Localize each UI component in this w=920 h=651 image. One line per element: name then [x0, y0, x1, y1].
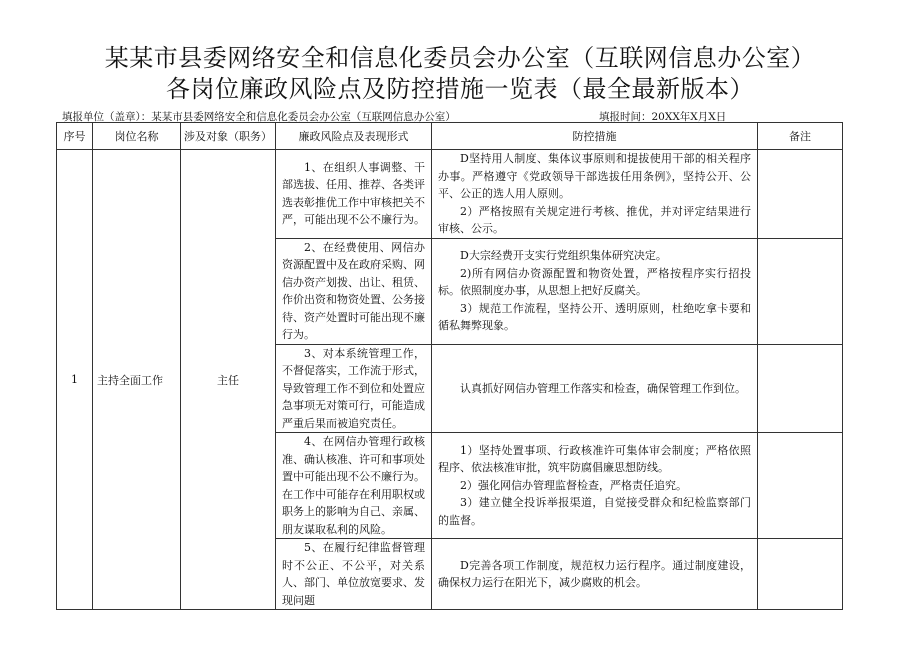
measure-text: D大宗经费开支实行党组织集体研究决定。: [460, 249, 667, 263]
header-measures: 防控措施: [432, 123, 758, 150]
measures-cell: [432, 238, 758, 344]
measure-text: 1）坚持处置事项、行政核准许可集体审会制度；严格依照程序、依法核准审批，筑牢防腐倡廉思想防线。: [438, 443, 751, 475]
risk-text: 4、在网信办管理行政核准、确认核准、许可和事项处置中可能出现不公不廉行为。在工作中可能存在利用职权或职务上的影响为自己、亲属、朋友谋取私利的风险。: [282, 435, 425, 536]
remark-cell: [758, 150, 843, 239]
risk-cell: [276, 344, 432, 433]
risk-cell: [276, 238, 432, 344]
header-post: 岗位名称: [93, 123, 181, 150]
risk-text: 2、在经费使用、网信办资源配置中及在政府采购、网信办资产划拨、出让、租赁、作价出资和物资处置、公务接待、资产处置时可能出现不廉行为。: [282, 240, 425, 341]
measure-text: 3）建立健全投诉举报渠道，自觉接受群众和纪检监察部门的监督。: [438, 496, 751, 527]
measure-text: 2）严格按照有关规定进行考核、推优，并对评定结果进行审核、公示。: [438, 204, 751, 235]
risk-cell: [276, 433, 432, 539]
unit-label: 填报单位（盖章）：某某市县委网络安全和信息化委员会办公室（互联网信息办公室）: [62, 111, 456, 123]
header-target: 涉及对象（职务）: [181, 123, 276, 150]
risk-cell: [276, 150, 432, 239]
remark-cell: [758, 344, 843, 433]
post-name: 主持全面工作: [93, 150, 181, 610]
measure-text: 认真抓好网信办管理工作落实和检查，确保管理工作到位。: [460, 381, 746, 395]
table-header-row: [57, 123, 843, 150]
table-row: [57, 150, 843, 239]
measure-text: D坚持用人制度、集体议事原则和提拔使用干部的相关程序办事。严格遵守《党政领导干部选拔任用条例》，坚持公开、公平、公正的选人用人原则。: [438, 152, 751, 200]
doc-title-line2: 各岗位廉政风险点及防控措施一览表（最全最新版本）: [166, 75, 754, 103]
header-remark: 备注: [758, 123, 843, 150]
measure-text: 2）强化网信办管理监督检查，严格责任追究。: [460, 478, 687, 492]
risk-cell: [276, 539, 432, 610]
row-number: 1: [57, 150, 93, 610]
measures-cell: [432, 539, 758, 610]
risk-table: [56, 122, 843, 610]
measures-cell: [432, 433, 758, 539]
measure-text: 2)所有网信办资源配置和物资处置，严格按程序实行招投标。依照制度办事，从思想上把好反腐关。: [438, 266, 751, 298]
risk-text: 5、在履行纪律监督管理时不公正、不公平，对关系人、部门、单位放宽要求、发现问题: [282, 541, 425, 607]
measures-cell: [432, 344, 758, 433]
risk-text: 3、对本系统管理工作，不督促落实，工作流于形式，导致管理工作不到位和处置应急事项无对策可行，可能造成严重后果而被追究责任。: [282, 346, 425, 430]
date-label: 填报时间：20XX年X月X日: [599, 111, 727, 123]
measures-cell: [432, 150, 758, 239]
remark-cell: [758, 539, 843, 610]
remark-cell: [758, 238, 843, 344]
target-role: 主任: [181, 150, 276, 610]
header-no: 序号: [57, 123, 93, 150]
measure-text: D完善各项工作制度，规范权力运行程序。通过制度建设，确保权力运行在阳光下，减少腐败的机会。: [438, 558, 751, 589]
doc-title-line1: 某某市县委网络安全和信息化委员会办公室（互联网信息办公室）: [104, 44, 816, 72]
measure-text: 3）规范工作流程，坚持公开、透明原则，杜绝吃拿卡要和循私舞弊现象。: [438, 301, 751, 333]
remark-cell: [758, 433, 843, 539]
risk-text: 1、在组织人事调整、干部选拔、任用、推荐、各类评选表彰推优工作中审核把关不严，可能出现不公不廉行为。: [282, 160, 425, 227]
header-risk: 廉政风险点及表现形式: [276, 123, 432, 150]
